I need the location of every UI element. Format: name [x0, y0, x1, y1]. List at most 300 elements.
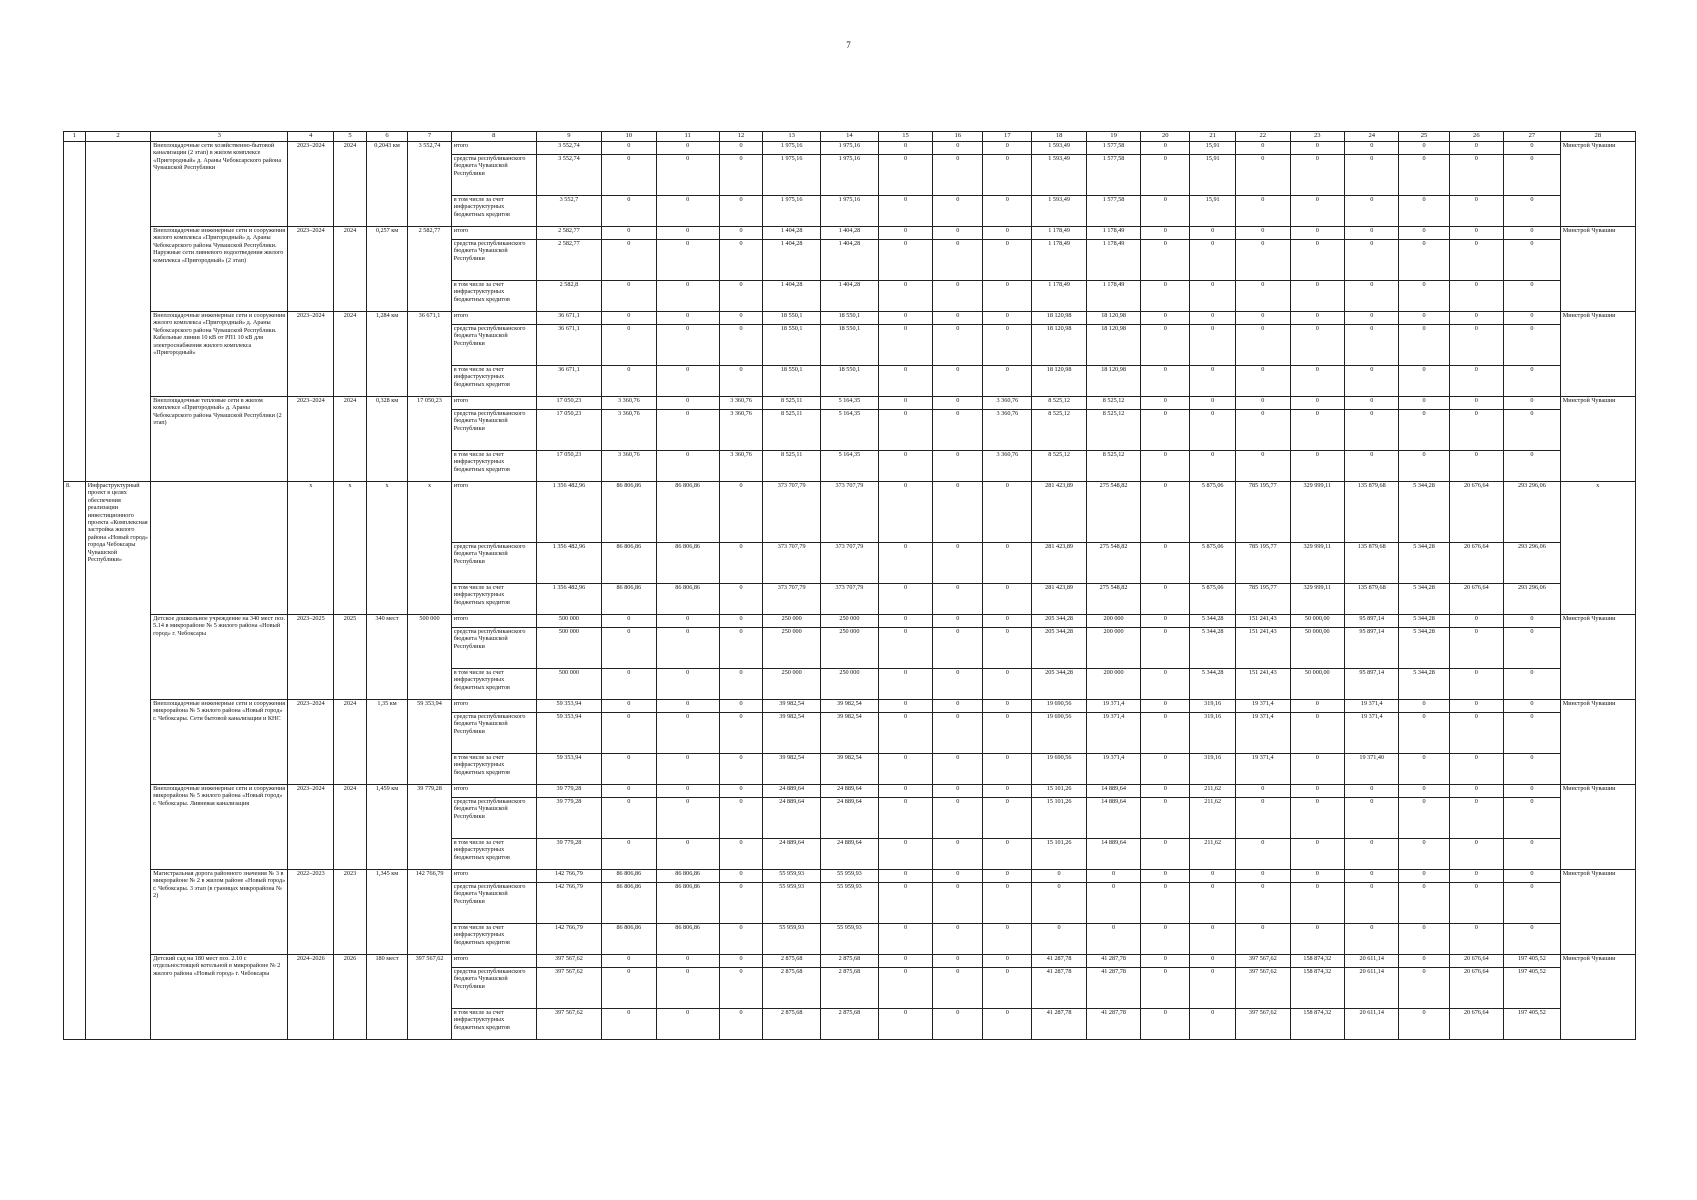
amount-cell: 0 — [983, 1009, 1032, 1040]
funding-source: итого — [451, 482, 536, 543]
amount-cell: 0 — [933, 870, 983, 883]
amount-cell: 373 707,79 — [763, 584, 821, 615]
amount-cell: 0 — [1504, 196, 1561, 227]
amount-cell: 0 — [1504, 870, 1561, 883]
amount-cell: 1 404,28 — [763, 240, 821, 281]
amount-cell: 0 — [933, 451, 983, 482]
amount-cell: 0 — [1399, 798, 1449, 839]
amount-cell: 2 875,68 — [821, 955, 879, 968]
capacity: 0,2043 км — [366, 142, 407, 227]
amount-cell: 1 178,49 — [1086, 240, 1140, 281]
amount-cell: 0 — [1141, 196, 1190, 227]
amount-cell: 0 — [719, 700, 763, 713]
amount-cell: 17 050,23 — [536, 451, 601, 482]
amount-cell: 0 — [1399, 754, 1449, 785]
amount-cell: 0 — [933, 669, 983, 700]
amount-cell: 0 — [1449, 240, 1503, 281]
amount-cell: 0 — [1345, 240, 1399, 281]
amount-cell: 2 582,8 — [536, 281, 601, 312]
amount-cell: 0 — [602, 240, 656, 281]
amount-cell: 0 — [933, 700, 983, 713]
object-name: Внеплощадочные тепловые сети в жилом комплексе «Пригородный» д. Араны Чебоксарского района Чувашской Республики (2 этап) — [151, 397, 288, 482]
amount-cell: 18 550,1 — [763, 325, 821, 366]
amount-cell: 0 — [1290, 798, 1344, 839]
amount-cell: 135 879,68 — [1345, 543, 1399, 584]
amount-cell: 0 — [933, 968, 983, 1009]
amount-cell: 197 405,52 — [1504, 955, 1561, 968]
amount-cell: 41 287,78 — [1032, 968, 1086, 1009]
construction-years: 2023–2024 — [288, 227, 334, 312]
amount-cell: 0 — [1345, 798, 1399, 839]
amount-cell: 293 296,06 — [1504, 482, 1561, 543]
amount-cell: 0 — [878, 281, 932, 312]
amount-cell: 1 577,58 — [1086, 155, 1140, 196]
amount-cell: 0 — [1086, 924, 1140, 955]
amount-cell: 0 — [1345, 366, 1399, 397]
amount-cell: 0 — [1504, 754, 1561, 785]
amount-cell: 0 — [933, 312, 983, 325]
amount-cell: 55 959,93 — [821, 883, 879, 924]
amount-cell: 197 405,52 — [1504, 1009, 1561, 1040]
amount-cell: 785 195,77 — [1236, 543, 1290, 584]
amount-cell: 1 404,28 — [821, 240, 879, 281]
amount-cell: 0 — [656, 155, 719, 196]
amount-cell: 281 423,89 — [1032, 482, 1086, 543]
amount-cell: 86 806,86 — [602, 870, 656, 883]
amount-cell: 0 — [933, 155, 983, 196]
amount-cell: 39 982,54 — [763, 713, 821, 754]
amount-cell: 55 959,93 — [763, 924, 821, 955]
amount-cell: 0 — [1399, 785, 1449, 798]
amount-cell: 0 — [1345, 870, 1399, 883]
amount-cell: 0 — [719, 1009, 763, 1040]
column-number: 24 — [1345, 132, 1399, 142]
amount-cell: 0 — [878, 713, 932, 754]
amount-cell: 1 577,58 — [1086, 196, 1140, 227]
amount-cell: 0 — [1141, 240, 1190, 281]
amount-cell: 3 360,76 — [602, 397, 656, 410]
amount-cell: 18 120,98 — [1086, 366, 1140, 397]
amount-cell: 1 593,49 — [1032, 196, 1086, 227]
section-number: 8. — [64, 482, 86, 1040]
amount-cell: 1 975,16 — [821, 142, 879, 155]
amount-cell: 24 889,64 — [763, 839, 821, 870]
amount-cell: 1 178,49 — [1086, 281, 1140, 312]
amount-cell: 0 — [983, 754, 1032, 785]
amount-cell: 250 000 — [763, 615, 821, 628]
amount-cell: 0 — [983, 924, 1032, 955]
amount-cell: 0 — [1190, 397, 1236, 410]
amount-cell: 39 982,54 — [821, 754, 879, 785]
column-number: 7 — [408, 132, 452, 142]
amount-cell: 0 — [1290, 366, 1344, 397]
amount-cell: 0 — [1345, 227, 1399, 240]
construction-years: 2023–2024 — [288, 312, 334, 397]
amount-cell: 281 423,89 — [1032, 543, 1086, 584]
capacity: 1,284 км — [366, 312, 407, 397]
amount-cell: 0 — [1504, 785, 1561, 798]
amount-cell: 0 — [1399, 839, 1449, 870]
amount-cell: 18 550,1 — [821, 312, 879, 325]
amount-cell: 250 000 — [821, 669, 879, 700]
amount-cell: 20 611,14 — [1345, 1009, 1399, 1040]
amount-cell: 0 — [1504, 410, 1561, 451]
amount-cell: 5 875,06 — [1190, 584, 1236, 615]
amount-cell: 135 879,68 — [1345, 584, 1399, 615]
capacity: 0,328 км — [366, 397, 407, 482]
amount-cell: 0 — [1236, 397, 1290, 410]
funding-source: средства республиканского бюджета Чувашской Республики — [451, 628, 536, 669]
amount-cell: 205 344,28 — [1032, 615, 1086, 628]
amount-cell: 1 975,16 — [763, 142, 821, 155]
amount-cell: 95 897,14 — [1345, 615, 1399, 628]
amount-cell: 0 — [602, 227, 656, 240]
amount-cell: 0 — [878, 615, 932, 628]
amount-cell: 0 — [878, 839, 932, 870]
amount-cell: 0 — [1449, 615, 1503, 628]
amount-cell: 0 — [1345, 410, 1399, 451]
amount-cell: 8 525,11 — [763, 397, 821, 410]
amount-cell: 0 — [1290, 713, 1344, 754]
amount-cell: 0 — [1449, 312, 1503, 325]
responsible-executor: Минстрой Чувашии — [1560, 312, 1635, 397]
amount-cell: 397 567,62 — [536, 968, 601, 1009]
amount-cell: 36 671,1 — [536, 312, 601, 325]
amount-cell: 329 999,11 — [1290, 543, 1344, 584]
amount-cell: 373 707,79 — [821, 584, 879, 615]
amount-cell: 0 — [656, 366, 719, 397]
amount-cell: 0 — [1449, 883, 1503, 924]
amount-cell: 0 — [1141, 281, 1190, 312]
table-row — [64, 955, 1636, 968]
amount-cell: 0 — [1141, 968, 1190, 1009]
amount-cell: 5 344,28 — [1399, 628, 1449, 669]
amount-cell: 250 000 — [821, 628, 879, 669]
amount-cell: 0 — [656, 142, 719, 155]
column-number: 8 — [451, 132, 536, 142]
amount-cell: 39 982,54 — [821, 700, 879, 713]
amount-cell: 0 — [719, 366, 763, 397]
amount-cell: 0 — [878, 196, 932, 227]
amount-cell: 0 — [1290, 227, 1344, 240]
amount-cell: 1 356 482,96 — [536, 482, 601, 543]
object-name — [151, 482, 288, 615]
column-number: 25 — [1399, 132, 1449, 142]
amount-cell: 0 — [983, 968, 1032, 1009]
amount-cell: 0 — [983, 700, 1032, 713]
funding-source: итого — [451, 312, 536, 325]
construction-years: 2023–2024 — [288, 785, 334, 870]
estimated-cost: 39 779,28 — [408, 785, 452, 870]
amount-cell: 0 — [1504, 397, 1561, 410]
amount-cell: 0 — [1399, 142, 1449, 155]
amount-cell: 39 982,54 — [763, 754, 821, 785]
amount-cell: 0 — [1236, 155, 1290, 196]
column-number: 15 — [878, 132, 932, 142]
amount-cell: 0 — [1141, 482, 1190, 543]
capacity: 340 мест — [366, 615, 407, 700]
amount-cell: 0 — [1236, 451, 1290, 482]
completion-year: 2024 — [334, 700, 367, 785]
amount-cell: 15,91 — [1190, 142, 1236, 155]
amount-cell: 0 — [602, 798, 656, 839]
amount-cell: 0 — [719, 155, 763, 196]
amount-cell: 0 — [1190, 883, 1236, 924]
object-name: Детский сад на 180 мест поз. 2.10 с отдельностоящей котельной в микрорайоне № 2 жилого района «Новый город» г. Чебоксары — [151, 955, 288, 1040]
amount-cell: 0 — [1290, 240, 1344, 281]
section-name: Инфраструктурный проект в целях обеспечения реализации инвестиционного проекта «Комплексная застройка жилого района «Новый город» города Чебоксары Чувашской Республики» — [85, 482, 150, 1040]
amount-cell: 0 — [878, 142, 932, 155]
table-body — [64, 132, 1636, 1040]
amount-cell: 0 — [1399, 227, 1449, 240]
amount-cell: 0 — [1236, 785, 1290, 798]
amount-cell: 19 371,4 — [1236, 713, 1290, 754]
amount-cell: 0 — [1449, 451, 1503, 482]
amount-cell: 20 676,64 — [1449, 1009, 1503, 1040]
amount-cell: 1 593,49 — [1032, 142, 1086, 155]
amount-cell: 0 — [1290, 451, 1344, 482]
amount-cell: 0 — [719, 839, 763, 870]
amount-cell: 0 — [1190, 325, 1236, 366]
amount-cell: 0 — [933, 240, 983, 281]
amount-cell: 0 — [933, 366, 983, 397]
table-row — [64, 142, 1636, 155]
amount-cell: 0 — [1141, 142, 1190, 155]
amount-cell: 151 241,43 — [1236, 669, 1290, 700]
amount-cell: 2 875,68 — [763, 1009, 821, 1040]
amount-cell: 3 360,76 — [719, 397, 763, 410]
amount-cell: 1 356 482,96 — [536, 584, 601, 615]
amount-cell: 19 371,4 — [1236, 754, 1290, 785]
amount-cell: 0 — [1290, 410, 1344, 451]
amount-cell: 250 000 — [821, 615, 879, 628]
funding-source: в том числе за счет инфраструктурных бюджетных кредитов — [451, 1009, 536, 1040]
amount-cell: 0 — [983, 669, 1032, 700]
amount-cell: 0 — [1290, 700, 1344, 713]
amount-cell: 5 344,28 — [1399, 482, 1449, 543]
responsible-executor: Минстрой Чувашии — [1560, 870, 1635, 955]
amount-cell: 0 — [1141, 798, 1190, 839]
amount-cell: 0 — [656, 227, 719, 240]
amount-cell: 19 690,56 — [1032, 713, 1086, 754]
column-number: 5 — [334, 132, 367, 142]
amount-cell: 211,62 — [1190, 785, 1236, 798]
amount-cell: 0 — [602, 700, 656, 713]
amount-cell: 0 — [1141, 713, 1190, 754]
amount-cell: 0 — [878, 410, 932, 451]
amount-cell: 275 548,82 — [1086, 584, 1140, 615]
funding-source: в том числе за счет инфраструктурных бюджетных кредитов — [451, 584, 536, 615]
amount-cell: 197 405,52 — [1504, 968, 1561, 1009]
amount-cell: 0 — [1141, 754, 1190, 785]
amount-cell: 0 — [1141, 628, 1190, 669]
amount-cell: 0 — [878, 798, 932, 839]
amount-cell: 0 — [719, 883, 763, 924]
amount-cell: 0 — [719, 628, 763, 669]
construction-years: 2023–2024 — [288, 700, 334, 785]
amount-cell: 0 — [1032, 883, 1086, 924]
amount-cell: 1 404,28 — [821, 227, 879, 240]
amount-cell: 86 806,86 — [602, 924, 656, 955]
amount-cell: 0 — [1290, 839, 1344, 870]
amount-cell: 1 975,16 — [763, 196, 821, 227]
amount-cell: 0 — [878, 955, 932, 968]
amount-cell: 0 — [1086, 870, 1140, 883]
funding-source: в том числе за счет инфраструктурных бюджетных кредитов — [451, 839, 536, 870]
amount-cell: 500 000 — [536, 628, 601, 669]
amount-cell: 0 — [1504, 713, 1561, 754]
amount-cell: 0 — [1290, 312, 1344, 325]
amount-cell: 3 360,76 — [983, 397, 1032, 410]
amount-cell: 0 — [656, 281, 719, 312]
amount-cell: 0 — [656, 410, 719, 451]
amount-cell: 3 360,76 — [602, 410, 656, 451]
responsible-executor: Минстрой Чувашии — [1560, 227, 1635, 312]
amount-cell: 0 — [656, 798, 719, 839]
amount-cell: 0 — [983, 155, 1032, 196]
amount-cell: 41 287,78 — [1086, 968, 1140, 1009]
amount-cell: 0 — [1141, 451, 1190, 482]
amount-cell: 0 — [719, 281, 763, 312]
amount-cell: 8 525,12 — [1086, 451, 1140, 482]
amount-cell: 19 371,4 — [1086, 700, 1140, 713]
funding-source: итого — [451, 227, 536, 240]
amount-cell: 0 — [1449, 142, 1503, 155]
amount-cell: 0 — [878, 325, 932, 366]
amount-cell: 0 — [719, 669, 763, 700]
amount-cell: 86 806,86 — [656, 543, 719, 584]
amount-cell: 0 — [1190, 924, 1236, 955]
amount-cell: 0 — [1141, 397, 1190, 410]
amount-cell: 1 975,16 — [763, 155, 821, 196]
funding-source: в том числе за счет инфраструктурных бюджетных кредитов — [451, 754, 536, 785]
amount-cell: 0 — [933, 281, 983, 312]
responsible-executor: Минстрой Чувашии — [1560, 955, 1635, 1040]
amount-cell: 0 — [719, 713, 763, 754]
amount-cell: 0 — [983, 955, 1032, 968]
amount-cell: 158 874,32 — [1290, 1009, 1344, 1040]
funding-source: средства республиканского бюджета Чувашской Республики — [451, 798, 536, 839]
amount-cell: 0 — [1345, 883, 1399, 924]
capacity: 180 мест — [366, 955, 407, 1040]
amount-cell: 0 — [1449, 713, 1503, 754]
amount-cell: 0 — [656, 669, 719, 700]
amount-cell: 0 — [983, 281, 1032, 312]
funding-source: средства республиканского бюджета Чувашской Республики — [451, 410, 536, 451]
amount-cell: 0 — [719, 227, 763, 240]
amount-cell: 0 — [1141, 883, 1190, 924]
amount-cell: 0 — [719, 482, 763, 543]
amount-cell: 275 548,82 — [1086, 482, 1140, 543]
amount-cell: 319,16 — [1190, 713, 1236, 754]
amount-cell: 0 — [933, 482, 983, 543]
completion-year: 2024 — [334, 397, 367, 482]
amount-cell: 5 875,06 — [1190, 543, 1236, 584]
amount-cell: 0 — [1504, 883, 1561, 924]
x-mark: x — [288, 482, 334, 615]
amount-cell: 95 897,14 — [1345, 669, 1399, 700]
amount-cell: 50 000,00 — [1290, 615, 1344, 628]
amount-cell: 397 567,62 — [1236, 968, 1290, 1009]
amount-cell: 1 178,49 — [1032, 227, 1086, 240]
table-row — [64, 312, 1636, 325]
amount-cell: 0 — [1141, 325, 1190, 366]
amount-cell: 0 — [719, 968, 763, 1009]
amount-cell: 0 — [1190, 312, 1236, 325]
amount-cell: 1 975,16 — [821, 155, 879, 196]
table-row — [64, 700, 1636, 713]
amount-cell: 18 550,1 — [763, 366, 821, 397]
amount-cell: 0 — [878, 312, 932, 325]
amount-cell: 158 874,32 — [1290, 955, 1344, 968]
amount-cell: 0 — [878, 543, 932, 584]
object-name: Детское дошкольное учреждение на 340 мест поз. 5.14 в микрорайоне № 5 жилого района «Новый город» г. Чебоксары — [151, 615, 288, 700]
amount-cell: 0 — [719, 798, 763, 839]
object-name: Внеплощадочные сети хозяйственно-бытовой канализации (2 этап) в жилом комплексе «Пригородный» д. Араны Чебоксарского района Чувашской Республики — [151, 142, 288, 227]
amount-cell: 0 — [878, 1009, 932, 1040]
amount-cell: 5 164,35 — [821, 451, 879, 482]
amount-cell: 0 — [1504, 240, 1561, 281]
object-name: Внеплощадочные инженерные сети и сооружения жилого комплекса «Пригородный» д. Араны Чебоксарского района Чувашской Республики. Наружные сети ливневого водоотведения жилого комплекса «Пригородный» (2 этап) — [151, 227, 288, 312]
completion-year: 2026 — [334, 955, 367, 1040]
amount-cell: 0 — [1141, 1009, 1190, 1040]
amount-cell: 0 — [878, 397, 932, 410]
amount-cell: 319,16 — [1190, 754, 1236, 785]
amount-cell: 5 164,35 — [821, 397, 879, 410]
amount-cell: 0 — [1504, 155, 1561, 196]
amount-cell: 39 982,54 — [821, 713, 879, 754]
amount-cell: 0 — [1345, 924, 1399, 955]
object-name: Внеплощадочные инженерные сети и сооружения микрорайона № 5 жилого района «Новый город» г. Чебоксары. Сети бытовой канализации и КНС — [151, 700, 288, 785]
column-number: 26 — [1449, 132, 1503, 142]
amount-cell: 0 — [719, 754, 763, 785]
amount-cell: 0 — [983, 883, 1032, 924]
amount-cell: 0 — [602, 196, 656, 227]
construction-years: 2022–2023 — [288, 870, 334, 955]
amount-cell: 0 — [1449, 785, 1503, 798]
column-number-row — [64, 132, 1636, 142]
amount-cell: 8 525,12 — [1086, 410, 1140, 451]
amount-cell: 0 — [983, 785, 1032, 798]
amount-cell: 1 178,49 — [1032, 281, 1086, 312]
amount-cell: 55 959,93 — [821, 870, 879, 883]
amount-cell: 55 959,93 — [821, 924, 879, 955]
amount-cell: 0 — [1449, 281, 1503, 312]
column-number: 22 — [1236, 132, 1290, 142]
amount-cell: 0 — [933, 1009, 983, 1040]
amount-cell: 41 287,78 — [1032, 1009, 1086, 1040]
amount-cell: 41 287,78 — [1086, 955, 1140, 968]
amount-cell: 55 959,93 — [763, 883, 821, 924]
amount-cell: 200 000 — [1086, 669, 1140, 700]
amount-cell: 0 — [656, 196, 719, 227]
amount-cell: 8 525,12 — [1086, 397, 1140, 410]
amount-cell: 0 — [933, 227, 983, 240]
amount-cell: 5 344,28 — [1399, 669, 1449, 700]
amount-cell: 0 — [1345, 785, 1399, 798]
table-row — [64, 785, 1636, 798]
amount-cell: 0 — [602, 669, 656, 700]
funding-source: средства республиканского бюджета Чувашской Республики — [451, 240, 536, 281]
amount-cell: 0 — [1399, 397, 1449, 410]
amount-cell: 0 — [656, 713, 719, 754]
amount-cell: 2 875,68 — [763, 968, 821, 1009]
amount-cell: 18 120,98 — [1032, 312, 1086, 325]
amount-cell: 0 — [1236, 870, 1290, 883]
amount-cell: 18 120,98 — [1086, 325, 1140, 366]
amount-cell: 0 — [602, 142, 656, 155]
column-number: 16 — [933, 132, 983, 142]
